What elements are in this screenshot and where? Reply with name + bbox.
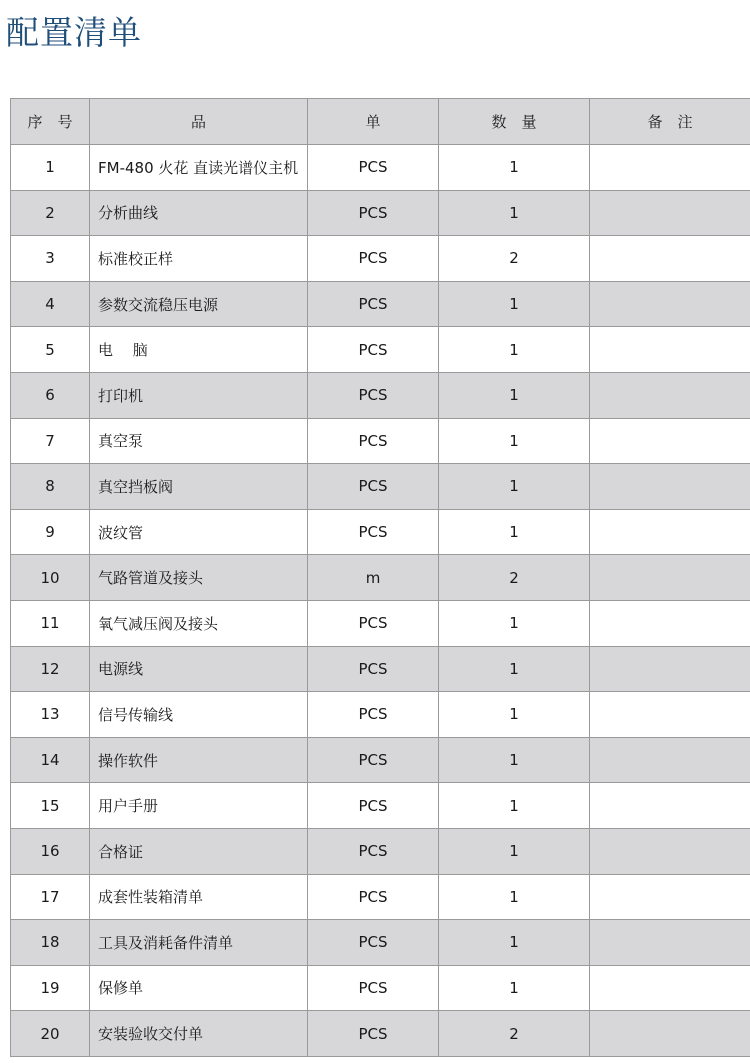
cell-no: 12 (11, 646, 90, 692)
cell-name: 成套性装箱清单 (90, 874, 308, 920)
cell-no: 4 (11, 281, 90, 327)
cell-note (590, 828, 750, 874)
cell-qty: 1 (439, 737, 590, 783)
cell-no: 1 (11, 145, 90, 191)
table-row (11, 145, 750, 191)
cell-unit: PCS (308, 737, 439, 783)
table-row (11, 555, 750, 601)
table-row (11, 600, 750, 646)
cell-unit: PCS (308, 509, 439, 555)
cell-no: 14 (11, 737, 90, 783)
cell-unit: PCS (308, 920, 439, 966)
cell-unit: PCS (308, 236, 439, 282)
cell-qty: 1 (439, 828, 590, 874)
cell-name: 波纹管 (90, 509, 308, 555)
cell-unit: PCS (308, 372, 439, 418)
cell-qty: 1 (439, 874, 590, 920)
table-row (11, 828, 750, 874)
cell-note (590, 418, 750, 464)
cell-no: 8 (11, 464, 90, 510)
cell-unit: PCS (308, 190, 439, 236)
table-row (11, 418, 750, 464)
cell-no: 15 (11, 783, 90, 829)
cell-no: 13 (11, 692, 90, 738)
cell-qty: 1 (439, 509, 590, 555)
cell-qty: 1 (439, 646, 590, 692)
cell-no: 18 (11, 920, 90, 966)
cell-no: 6 (11, 372, 90, 418)
cell-note (590, 509, 750, 555)
cell-note (590, 372, 750, 418)
cell-note (590, 692, 750, 738)
cell-note (590, 646, 750, 692)
cell-qty: 1 (439, 281, 590, 327)
table-row (11, 1011, 750, 1057)
cell-name: 真空挡板阀 (90, 464, 308, 510)
cell-unit: PCS (308, 418, 439, 464)
cell-note (590, 737, 750, 783)
table-row (11, 190, 750, 236)
table-row (11, 737, 750, 783)
table-row (11, 783, 750, 829)
cell-qty: 2 (439, 555, 590, 601)
cell-name: FM-480 火花 直读光谱仪主机 (90, 145, 308, 191)
cell-name: 信号传输线 (90, 692, 308, 738)
cell-note (590, 783, 750, 829)
cell-qty: 1 (439, 327, 590, 373)
table-row (11, 874, 750, 920)
cell-name: 电源线 (90, 646, 308, 692)
cell-name: 参数交流稳压电源 (90, 281, 308, 327)
cell-note (590, 965, 750, 1011)
cell-name: 标准校正样 (90, 236, 308, 282)
page-title: 配置清单 (6, 13, 142, 52)
cell-no: 17 (11, 874, 90, 920)
cell-unit: PCS (308, 965, 439, 1011)
table-row (11, 646, 750, 692)
cell-no: 16 (11, 828, 90, 874)
header-qty: 数 量 (439, 99, 590, 145)
cell-note (590, 145, 750, 191)
table-row (11, 920, 750, 966)
cell-unit: PCS (308, 464, 439, 510)
cell-qty: 2 (439, 1011, 590, 1057)
cell-note (590, 281, 750, 327)
cell-unit: PCS (308, 327, 439, 373)
table-row (11, 509, 750, 555)
cell-note (590, 464, 750, 510)
cell-note (590, 920, 750, 966)
cell-name: 保修单 (90, 965, 308, 1011)
cell-name: 合格证 (90, 828, 308, 874)
cell-qty: 1 (439, 145, 590, 191)
cell-qty: 1 (439, 372, 590, 418)
cell-no: 3 (11, 236, 90, 282)
cell-unit: m (308, 555, 439, 601)
cell-note (590, 1011, 750, 1057)
cell-name: 操作软件 (90, 737, 308, 783)
cell-qty: 1 (439, 965, 590, 1011)
cell-no: 5 (11, 327, 90, 373)
header-unit: 单 (308, 99, 439, 145)
configuration-table (10, 98, 750, 1057)
table-row (11, 281, 750, 327)
cell-qty: 1 (439, 464, 590, 510)
cell-unit: PCS (308, 828, 439, 874)
cell-name: 打印机 (90, 372, 308, 418)
cell-unit: PCS (308, 646, 439, 692)
header-name: 品 (90, 99, 308, 145)
cell-name: 工具及消耗备件清单 (90, 920, 308, 966)
cell-qty: 1 (439, 418, 590, 464)
table-body (11, 145, 750, 1057)
cell-name: 用户手册 (90, 783, 308, 829)
table-row (11, 965, 750, 1011)
cell-name: 气路管道及接头 (90, 555, 308, 601)
cell-note (590, 600, 750, 646)
cell-unit: PCS (308, 874, 439, 920)
table-row (11, 692, 750, 738)
table-row (11, 236, 750, 282)
cell-unit: PCS (308, 1011, 439, 1057)
cell-unit: PCS (308, 281, 439, 327)
table-row (11, 372, 750, 418)
cell-qty: 1 (439, 600, 590, 646)
cell-no: 10 (11, 555, 90, 601)
cell-no: 19 (11, 965, 90, 1011)
cell-note (590, 236, 750, 282)
cell-name: 氧气减压阀及接头 (90, 600, 308, 646)
cell-name: 安装验收交付单 (90, 1011, 308, 1057)
cell-qty: 1 (439, 920, 590, 966)
cell-qty: 1 (439, 692, 590, 738)
header-no: 序 号 (11, 99, 90, 145)
cell-qty: 1 (439, 783, 590, 829)
cell-unit: PCS (308, 600, 439, 646)
cell-no: 20 (11, 1011, 90, 1057)
table-row (11, 327, 750, 373)
header-note: 备 注 (590, 99, 750, 145)
table-header-row (11, 99, 750, 145)
cell-note (590, 327, 750, 373)
cell-no: 9 (11, 509, 90, 555)
table-row (11, 464, 750, 510)
cell-no: 11 (11, 600, 90, 646)
cell-qty: 2 (439, 236, 590, 282)
cell-unit: PCS (308, 145, 439, 191)
cell-unit: PCS (308, 692, 439, 738)
cell-note (590, 555, 750, 601)
cell-name: 真空泵 (90, 418, 308, 464)
cell-note (590, 874, 750, 920)
cell-no: 2 (11, 190, 90, 236)
cell-name: 分析曲线 (90, 190, 308, 236)
cell-name: 电 脑 (90, 327, 308, 373)
cell-no: 7 (11, 418, 90, 464)
cell-note (590, 190, 750, 236)
cell-unit: PCS (308, 783, 439, 829)
cell-qty: 1 (439, 190, 590, 236)
